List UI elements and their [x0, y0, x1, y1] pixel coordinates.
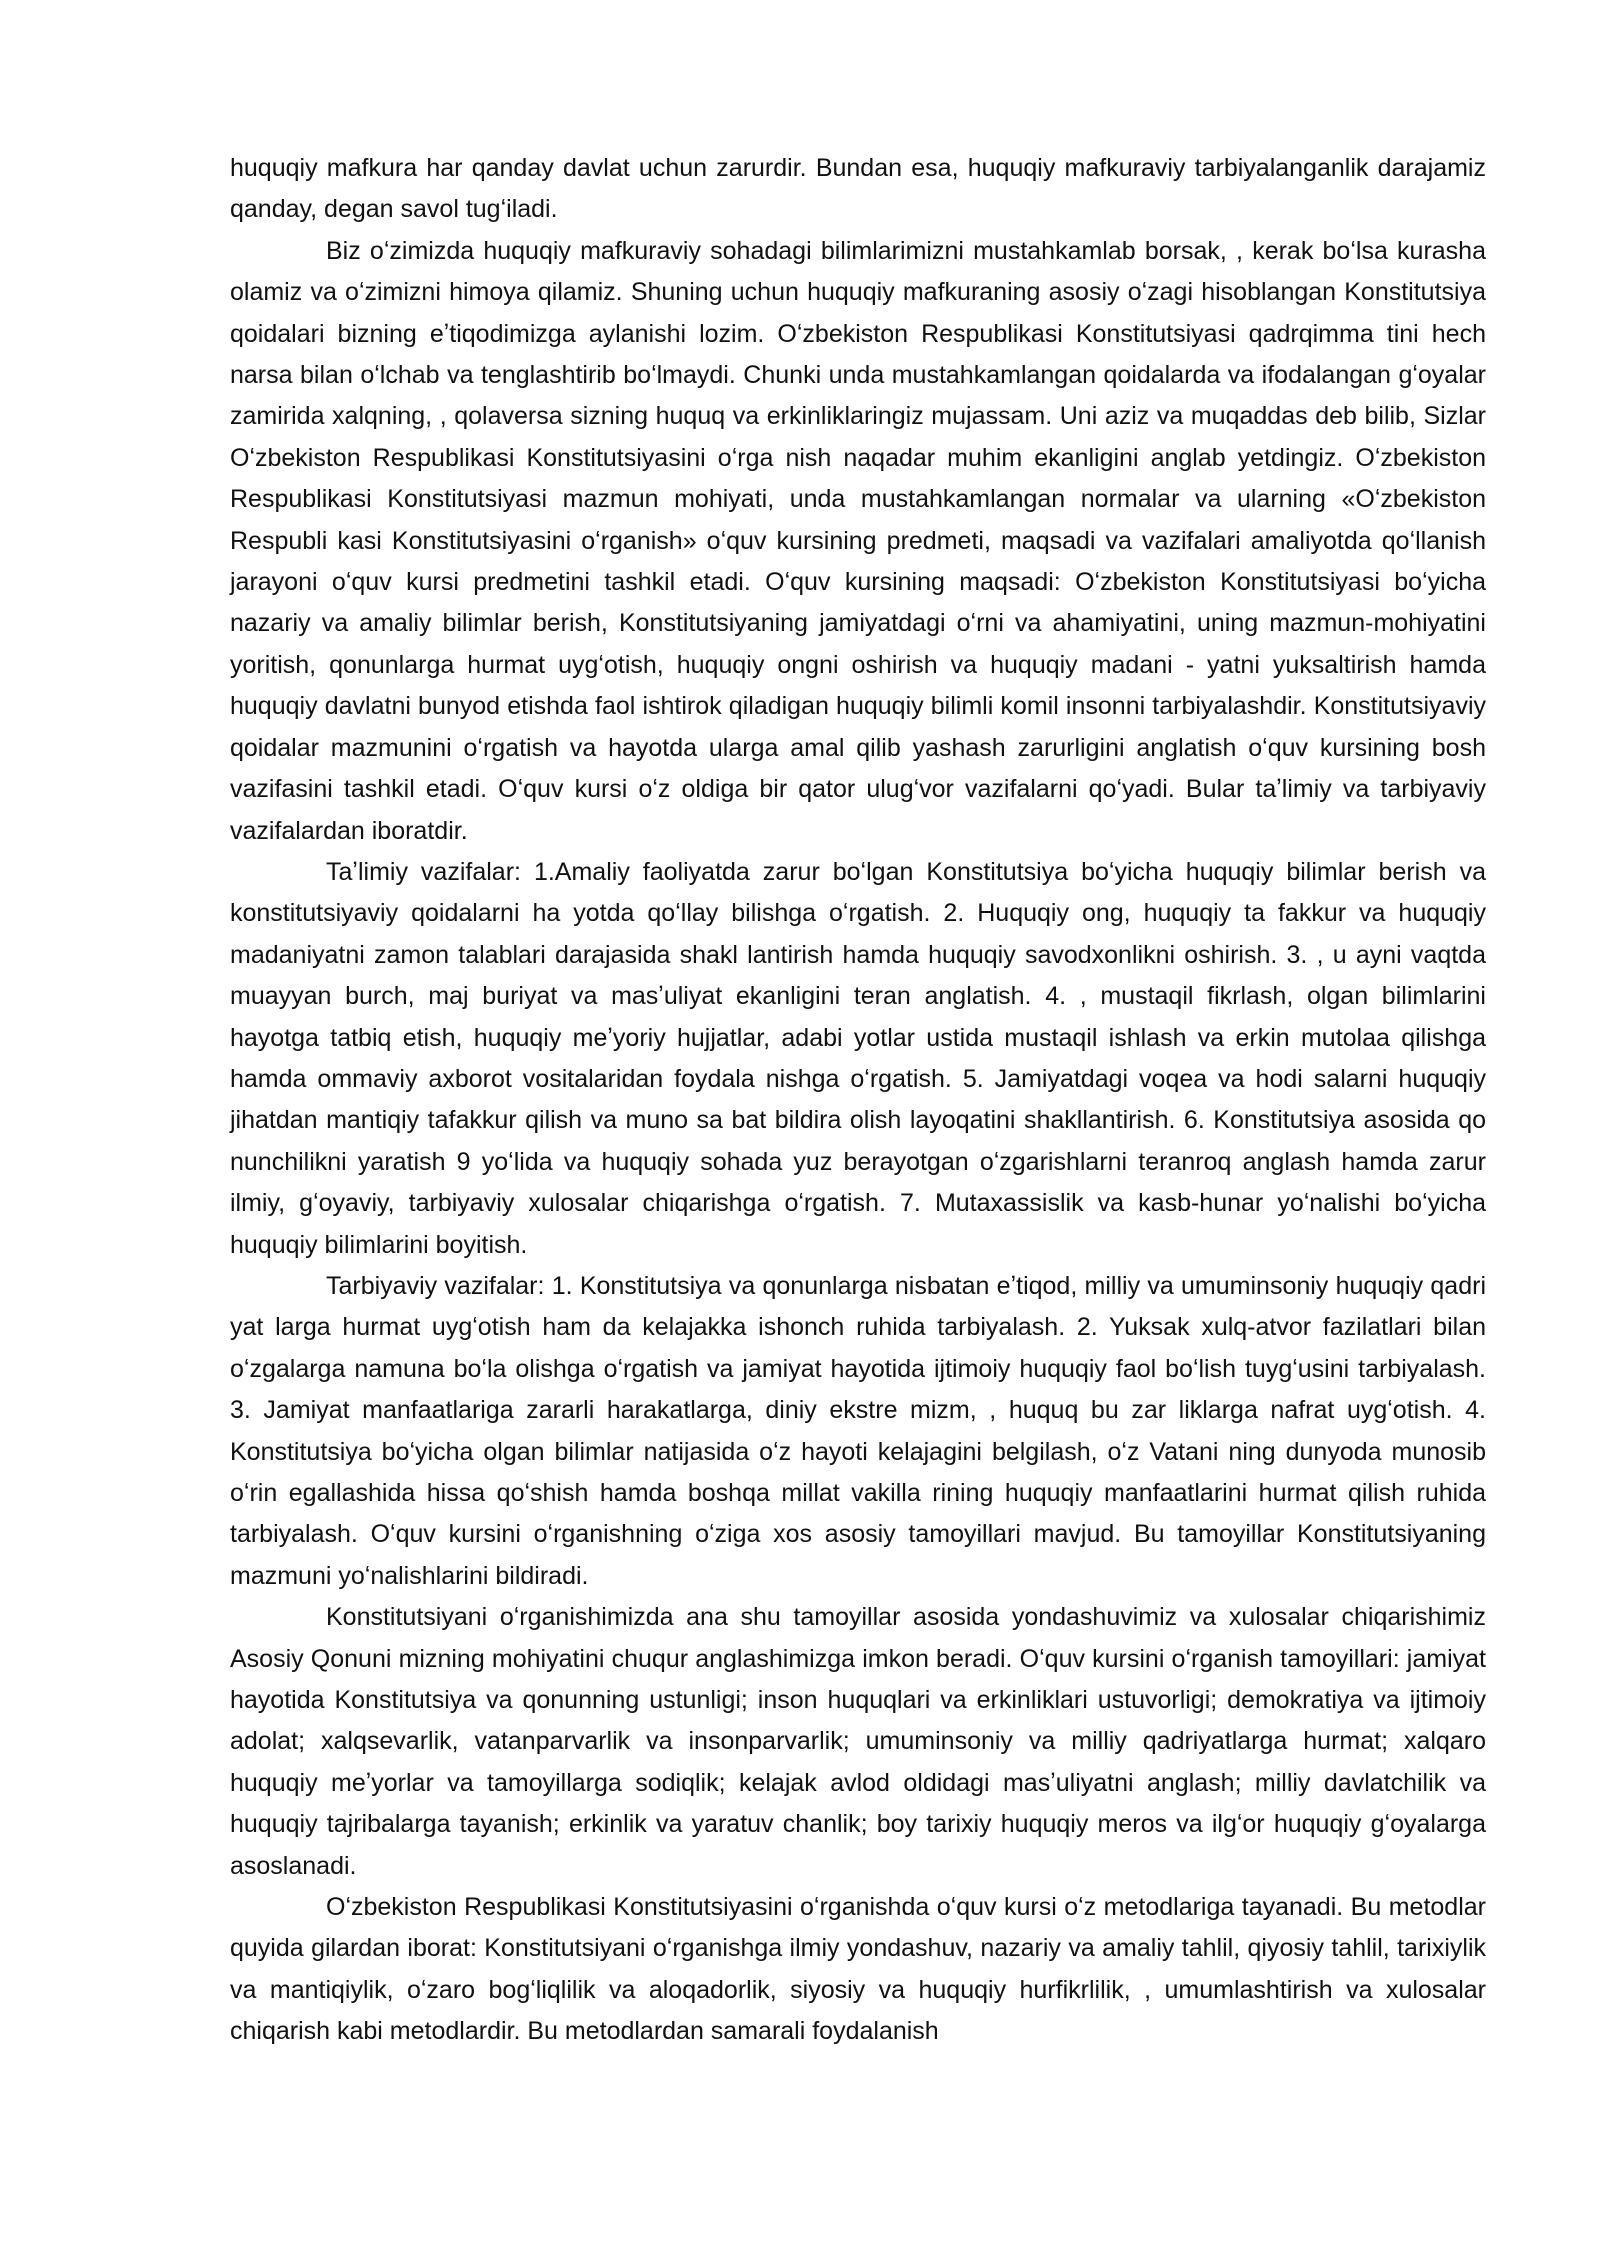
- document-page: [230, 148, 1486, 2053]
- paragraph-2: Biz oʻzimizda huquqiy mafkuraviy sohadagi bilimlarimizni mustahkamlab borsak, , kerak boʻlsa kurasha olamiz va oʻzimizni himoya qilamiz. Shuning uchun huquqiy mafkuraning asosiy oʻzagi hisoblangan Konstitutsiya qoidalari bizning eʼtiqodimizga aylanishi lozim. Oʻzbekiston Respublikasi Konstitutsiyasi qadrqimma tini hech narsa bilan oʻlchab va tenglashtirib boʻlmaydi. Chunki unda mustahkamlangan qoidalarda va ifodalangan gʻoyalar zamirida xalqning, , qolaversa sizning huquq va erkinliklaringiz mujassam. Uni aziz va muqaddas deb bilib, Sizlar Oʻzbekiston Respublikasi Konstitutsiyasini oʻrga nish naqadar muhim ekanligini anglab yetdingiz. Oʻzbekiston Respublikasi Konstitutsiyasi mazmun mohiyati, unda mustahkamlangan normalar va ularning «Oʻzbekiston Respubli kasi Konstitutsiyasini oʻrganish» oʻquv kursining predmeti, maqsadi va vazifalari amaliyotda qoʻllanish jarayoni oʻquv kursi predmetini tashkil etadi. Oʻquv kursining maqsadi: Oʻzbekiston Konstitutsiyasi boʻyicha nazariy va amaliy bilimlar berish, Konstitutsiyaning jamiyatdagi oʻrni va ahamiyatini, uning mazmun-mohiyatini yoritish, qonunlarga hurmat uygʻotish, huquqiy ongni oshirish va huquqiy madani - yatni yuksaltirish hamda huquqiy davlatni bunyod etishda faol ishtirok qiladigan huquqiy bilimli komil insonni tarbiyalashdir. Konstitutsiyaviy qoidalar mazmunini oʻrgatish va hayotda ularga amal qilib yashash zarurligini anglatish oʻquv kursining bosh vazifasini tashkil etadi. Oʻquv kursi oʻz oldiga bir qator ulugʻvor vazifalarni qoʻyadi. Bular taʼlimiy va tarbiyaviy vazifalardan iboratdir.: [230, 236, 1486, 845]
- paragraph-6: Oʻzbekiston Respublikasi Konstitutsiyasini oʻrganishda oʻquv kursi oʻz metodlariga tayanadi. Bu metodlar quyida gilardan iborat: Konstitutsiyani oʻrganishga ilmiy yondashuv, nazariy va amaliy tahlil, qiyosiy tahlil, tarixiylik va mantiqiylik, oʻzaro bogʻliqlilik va aloqadorlik, siyosiy va huquqiy hurfikrlilik, , umumlashtirish va xulosalar chiqarish kabi metodlardir. Bu metodlardan samarali foydalanish: [230, 1893, 1486, 2046]
- paragraph-3: Taʼlimiy vazifalar: 1.Amaliy faoliyatda zarur boʻlgan Konstitutsiya boʻyicha huquqiy bilimlar berish va konstitutsiyaviy qoidalarni ha yotda qoʻllay bilishga oʻrgatish. 2. Huquqiy ong, huquqiy ta fakkur va huquqiy madaniyatni zamon talablari darajasida shakl lantirish hamda huquqiy savodxonlikni oshirish. 3. , u ayni vaqtda muayyan burch, maj buriyat va masʼuliyat ekanligini teran anglatish. 4. , mustaqil fikrlash, olgan bilimlarini hayotga tatbiq etish, huquqiy meʼyoriy hujjatlar, adabi yotlar ustida mustaqil ishlash va erkin mutolaa qilishga hamda ommaviy axborot vositalaridan foydala nishga oʻrgatish. 5. Jamiyatdagi voqea va hodi salarni huquqiy jihatdan mantiqiy tafakkur qilish va muno sa bat bildira olish layoqatini shakllantirish. 6. Konstitutsiya asosida qo nunchilikni yaratish 9 yoʻlida va huquqiy sohada yuz berayotgan oʻzgarishlarni teranroq anglash hamda zarur ilmiy, gʻoyaviy, tarbiyaviy xulosalar chiqarishga oʻrgatish. 7. Mutaxassislik va kasb-hunar yoʻnalishi boʻyicha huquqiy bilimlarini boyitish.: [230, 857, 1486, 1259]
- paragraph-1: huquqiy mafkura har qanday davlat uchun zarurdir. Bundan esa, huquqiy mafkuraviy tarbiyalanganlik darajamiz qanday, degan savol tugʻiladi.: [230, 154, 1486, 224]
- paragraph-5: Konstitutsiyani oʻrganishimizda ana shu tamoyillar asosida yondashuvimiz va xulosalar chiqarishimiz Asosiy Qonuni mizning mohiyatini chuqur anglashimizga imkon beradi. Oʻquv kursini oʻrganish tamoyillari: jamiyat hayotida Konstitutsiya va qonunning ustunligi; inson huquqlari va erkinliklari ustuvorligi; demokratiya va ijtimoiy adolat; xalqsevarlik, vatanparvarlik va insonparvarlik; umuminsoniy va milliy qadriyatlarga hurmat; xalqaro huquqiy meʼyorlar va tamoyillarga sodiqlik; kelajak avlod oldidagi masʼuliyatni anglash; milliy davlatchilik va huquqiy tajribalarga tayanish; erkinlik va yaratuv chanlik; boy tarixiy huquqiy meros va ilgʻor huquqiy gʻoyalarga asoslanadi.: [230, 1603, 1486, 1880]
- paragraph-4: Tarbiyaviy vazifalar: 1. Konstitutsiya va qonunlarga nisbatan eʼtiqod, milliy va umuminsoniy huquqiy qadri yat larga hurmat uygʻotish ham da kelajakka ishonch ruhida tarbiyalash. 2. Yuksak xulq-atvor fazilatlari bilan oʻzgalarga namuna boʻla olishga oʻrgatish va jamiyat hayotida ijtimoiy huquqiy faol boʻlish tuygʻusini tarbiyalash. 3. Jamiyat manfaatlariga zararli harakatlarga, diniy ekstre mizm, , huquq bu zar liklarga nafrat uygʻotish. 4. Konstitutsiya boʻyicha olgan bilimlar natijasida oʻz hayoti kelajagini belgilash, oʻz Vatani ning dunyoda munosib oʻrin egallashida hissa qoʻshish hamda boshqa millat vakilla rining huquqiy manfaatlarini hurmat qilish ruhida tarbiyalash. Oʻquv kursini oʻrganishning oʻziga xos asosiy tamoyillari mavjud. Bu tamoyillar Konstitutsiyaning mazmuni yoʻnalishlarini bildiradi.: [230, 1271, 1486, 1590]
